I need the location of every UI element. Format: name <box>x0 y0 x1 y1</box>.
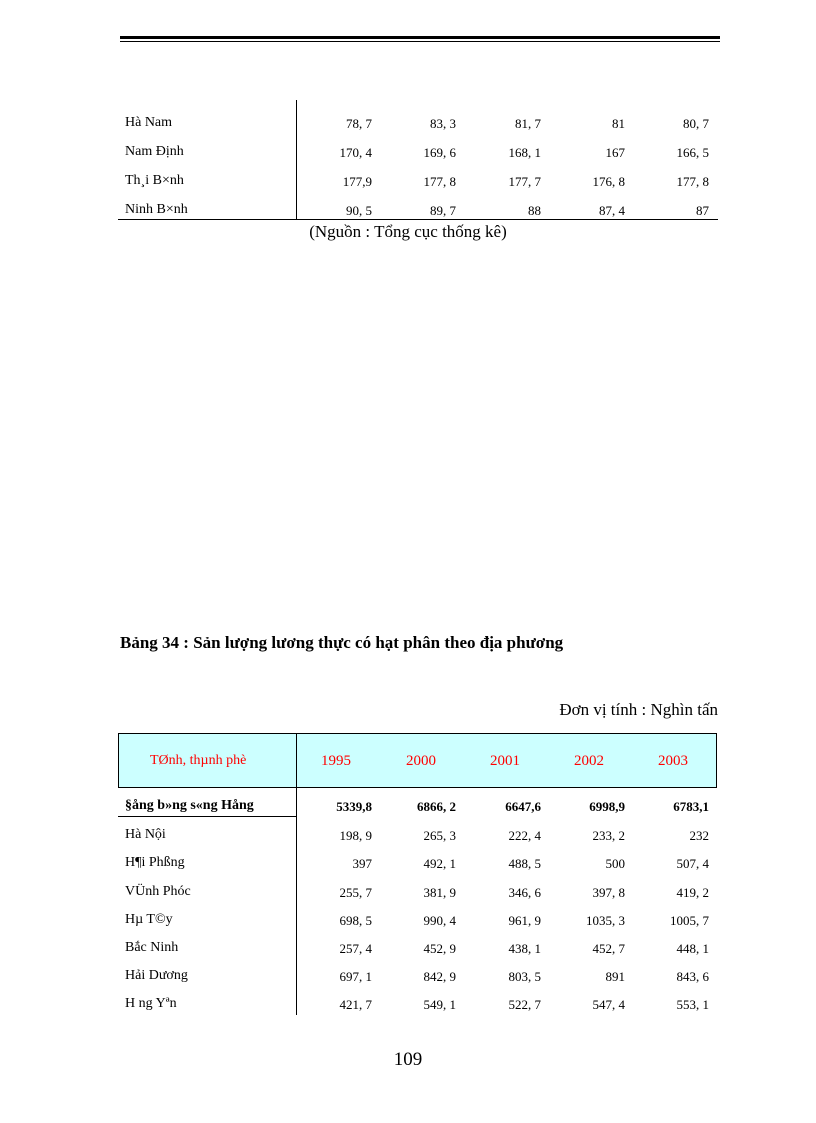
header-year: 2001 <box>490 753 520 769</box>
cell-value: 990, 4 <box>423 913 456 928</box>
row-label: H¶i Phßng <box>125 855 185 870</box>
cell-value: 177, 8 <box>676 174 709 189</box>
cell-value: 265, 3 <box>423 828 456 843</box>
row-label: H ng Yªn <box>125 996 177 1011</box>
cell-value: 452, 7 <box>592 941 625 956</box>
cell-value: 452, 9 <box>423 941 456 956</box>
region-total-underline <box>118 816 296 817</box>
cell-value: 492, 1 <box>423 856 456 871</box>
cell-value: 166, 5 <box>676 145 709 160</box>
cell-value: 6998,9 <box>589 799 625 814</box>
cell-value: 81, 7 <box>515 116 541 131</box>
cell-value: 507, 4 <box>676 856 709 871</box>
cell-value: 346, 6 <box>508 885 541 900</box>
cell-value: 1035, 3 <box>586 913 625 928</box>
cell-value: 421, 7 <box>339 997 372 1012</box>
unit-note: Đơn vị tính : Nghìn tấn <box>559 700 718 719</box>
cell-value: 397, 8 <box>592 885 625 900</box>
cell-value: 6647,6 <box>505 799 541 814</box>
cell-value: 169, 6 <box>423 145 456 160</box>
header-rule-thick <box>120 36 720 39</box>
cell-value: 87, 4 <box>599 203 625 218</box>
cell-value: 167 <box>605 145 625 160</box>
cell-value: 80, 7 <box>683 116 709 131</box>
cell-value: 89, 7 <box>430 203 456 218</box>
row-label: VÜnh Phóc <box>125 884 191 899</box>
source-note: (Nguồn : Tổng cục thống kê) <box>309 222 507 241</box>
cell-value: 87 <box>696 203 709 218</box>
cell-value: 6866, 2 <box>417 799 456 814</box>
cell-value: 500 <box>605 856 625 871</box>
cell-value: 257, 4 <box>339 941 372 956</box>
cell-value: 177,9 <box>342 174 372 189</box>
cell-value: 1005, 7 <box>670 913 709 928</box>
cell-value: 222, 4 <box>508 828 541 843</box>
row-label: Bắc Ninh <box>125 940 179 955</box>
cell-value: 177, 8 <box>423 174 456 189</box>
cell-value: 803, 5 <box>508 969 541 984</box>
row-label: Ninh B×nh <box>125 202 188 217</box>
cell-value: 168, 1 <box>508 145 541 160</box>
cell-value: 78, 7 <box>346 116 372 131</box>
header-year: 2002 <box>574 753 604 769</box>
header-year: 1995 <box>321 753 351 769</box>
cell-value: 170, 4 <box>339 145 372 160</box>
table-caption: Bảng 34 : Sản lượng lương thực có hạt phân theo địa phương <box>120 633 564 652</box>
cell-value: 698, 5 <box>339 913 372 928</box>
cell-value: 448, 1 <box>676 941 709 956</box>
cell-value: 88 <box>528 203 541 218</box>
cell-value: 233, 2 <box>592 828 625 843</box>
cell-value: 177, 7 <box>508 174 541 189</box>
row-label: Hµ T©y <box>125 912 173 927</box>
row-label: Th¸i B×nh <box>125 173 184 188</box>
cell-value: 547, 4 <box>592 997 625 1012</box>
cell-value: 697, 1 <box>339 969 372 984</box>
cell-value: 843, 6 <box>676 969 709 984</box>
table-bottom-rule <box>118 219 718 220</box>
header-year: 2003 <box>658 753 688 769</box>
cell-value: 549, 1 <box>423 997 456 1012</box>
cell-value: 83, 3 <box>430 116 456 131</box>
cell-value: 961, 9 <box>508 913 541 928</box>
header-year: 2000 <box>406 753 436 769</box>
cell-value: 198, 9 <box>339 828 372 843</box>
cell-value: 176, 8 <box>592 174 625 189</box>
row-label: Hà Nội <box>125 827 166 842</box>
cell-value: 381, 9 <box>423 885 456 900</box>
cell-value: 81 <box>612 116 625 131</box>
row-label: Hải Dương <box>125 968 188 983</box>
cell-value: 488, 5 <box>508 856 541 871</box>
cell-value: 5339,8 <box>336 799 372 814</box>
cell-value: 419, 2 <box>676 885 709 900</box>
cell-value: 522, 7 <box>508 997 541 1012</box>
cell-value: 553, 1 <box>676 997 709 1012</box>
cell-value: 438, 1 <box>508 941 541 956</box>
page-number: 109 <box>393 1049 423 1070</box>
header-rule-thin <box>120 41 720 42</box>
cell-value: 232 <box>689 828 709 843</box>
cell-value: 90, 5 <box>346 203 372 218</box>
table-grain-output <box>118 733 718 1015</box>
cell-value: 397 <box>352 856 372 871</box>
row-label: §ång b»ng s«ng Hång <box>125 798 254 813</box>
row-label: Nam Định <box>125 144 184 159</box>
cell-value: 255, 7 <box>339 885 372 900</box>
cell-value: 891 <box>605 969 625 984</box>
row-label: Hà Nam <box>125 115 173 130</box>
cell-value: 6783,1 <box>673 799 709 814</box>
header-province: TØnh, thµnh phè <box>150 753 247 768</box>
table-continued <box>118 100 718 220</box>
cell-value: 842, 9 <box>423 969 456 984</box>
